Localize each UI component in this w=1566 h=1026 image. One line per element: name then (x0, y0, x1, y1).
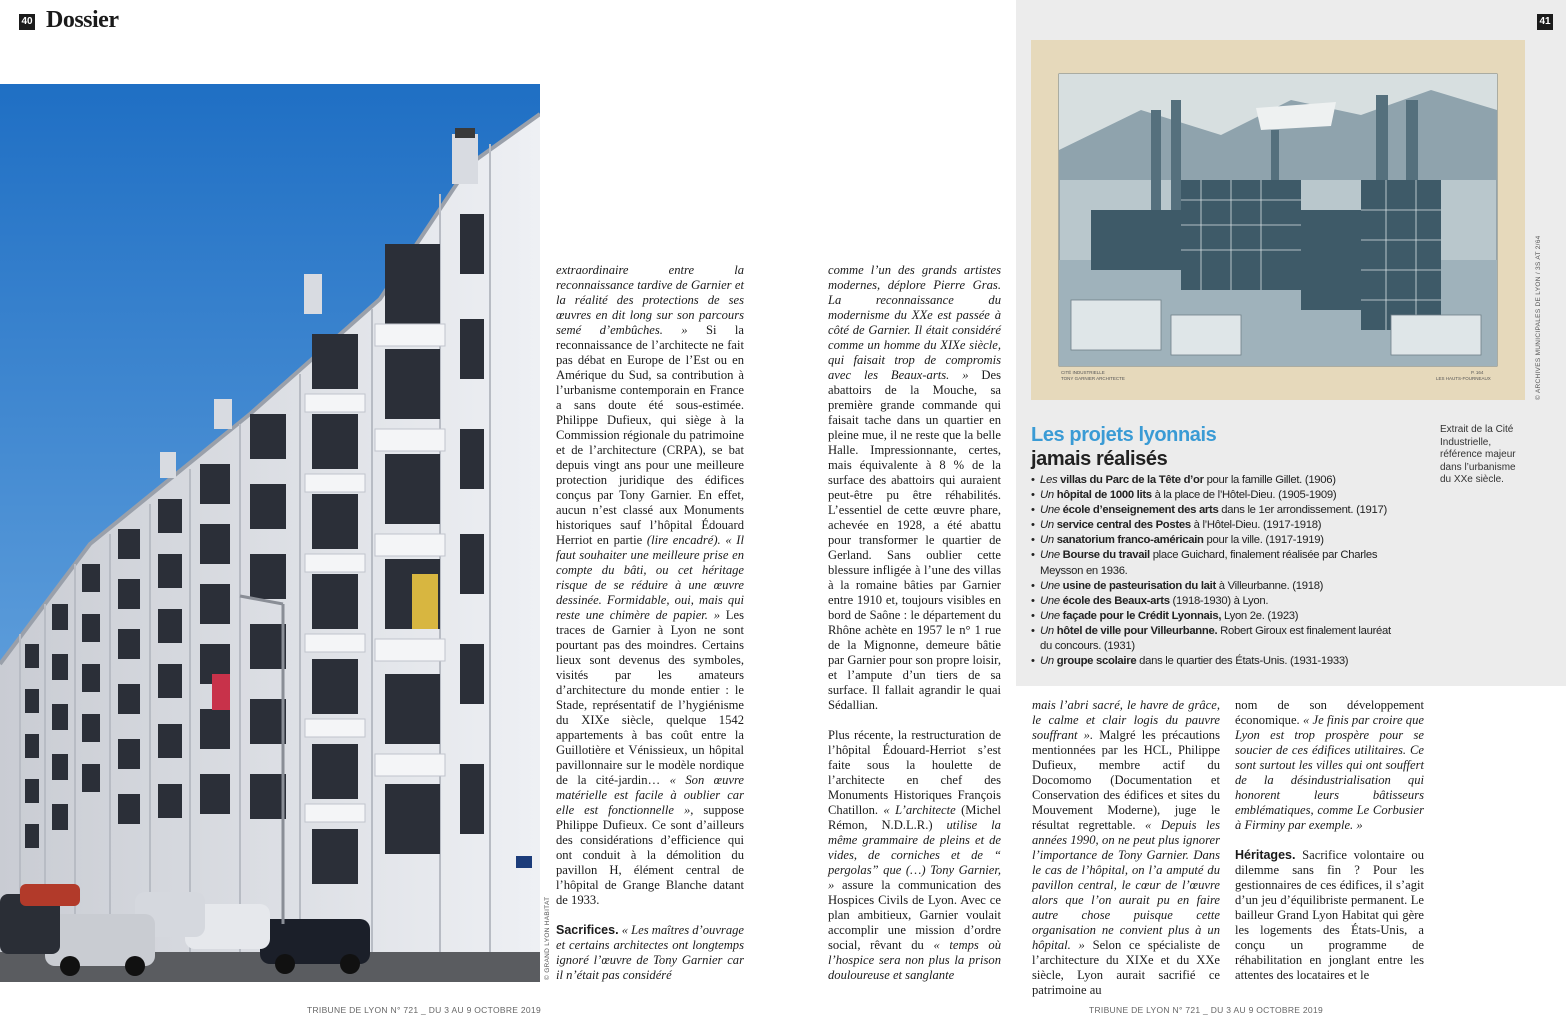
paragraph (1235, 698, 1424, 833)
quote-text: « Les maîtres d’ouvrage et certains architectes ont longtemps ignoré l’œuvre de Tony Garnier car il n’était pas considéré (556, 923, 745, 982)
section-lead: Héritages. (1235, 848, 1296, 862)
quote-text: (lire encadré). « Il faut souhaiter une meilleure prise en compte du bâti, ou cet héritage risque de se réduire à une œuvre dessinée. Formidable, oui, mais qui reste une chimère de papier. » (556, 533, 744, 622)
project-name: Bourse du travail (1062, 549, 1150, 562)
box-title-line-2: jamais réalisés (1031, 448, 1168, 470)
body-text: , suppose Philippe Dufieux. Ce sont d’ailleurs des considérations d’efficience qui ont conduit à la démolition du pavillon H, élément central de l’hôpital de Grange Blanche datant de 1933. (556, 803, 744, 907)
project-name: hôtel de ville pour Villeurbanne. (1056, 624, 1218, 637)
article-column-3 (1032, 698, 1220, 998)
plate-number: P. 164 (1471, 370, 1484, 375)
body-text: Selon ce spécialiste de l’architecture du XIXe et du XXe siècle, Lyon aurait sacrifié ce patrimoine au (1032, 938, 1220, 997)
photo-credit: © GRAND LYON HABITAT (544, 896, 551, 980)
image-caption: Extrait de la Cité Industrielle, référence majeur dans l’urbanisme du XXe siècle. (1440, 424, 1516, 485)
project-name: école des Beaux-arts (1062, 594, 1170, 607)
project-item (1031, 594, 1401, 609)
project-item (1031, 548, 1401, 578)
body-text: Sacrifice volontaire ou dilemme sans fin ? Pour les gestionnaires de ces édifices, il s’agit d’un jeu d’équilibriste permanent. Le bailleur Grand Lyon Habitat qui gère les logements des États-Unis, a conçu un programme de réhabilitation en jonglant entre les attentes des locataires et le (1235, 848, 1424, 982)
body-text: assure la communication des Hospices Civils de Lyon. Avec ce plan ambitieux, Garnier voulait accomplir une mission d’ordre social, rêvant du (828, 878, 1001, 952)
project-item (1031, 488, 1401, 503)
plate-label-right: LES HAUTS-FOURNEAUX (1436, 376, 1491, 381)
project-prefix: Un (1040, 655, 1057, 668)
paragraph (1235, 848, 1424, 983)
quote-text: « temps où l’hospice sera non plus la prison douloureuse et sanglante (828, 938, 1001, 982)
project-detail: à Villeurbanne. (1918) (1215, 579, 1324, 592)
body-text: nom de son développement économique. (1235, 698, 1424, 727)
body-text: Plus récente, la restructuration de l’hôpital Édouard-Herriot s’est faite sous la houlette de l’architecte en chef des Monuments Historiques François Chatillon. (828, 728, 1001, 817)
body-text: Les traces de Garnier à Lyon ne sont pourtant pas des moindres. Certains lieux sont devenus des symboles, visités par les amateurs d’architecture du monde entier : le Stade, représentatif de l’hygiénisme du XIXe siècle, quelque 1542 appartements à bas coût entre la Guillotière et Vénissieux, un hôpital pavillonnaire sur le modèle nordique de la cité-jardin… (556, 608, 744, 787)
project-detail: place Guichard, finalement réalisée par Charles Meysson en 1936. (1040, 549, 1378, 577)
project-item (1031, 503, 1401, 518)
cite-industrielle-engraving (1031, 40, 1525, 400)
quote-text: « L’architecte (883, 803, 962, 817)
body-text: Malgré les précautions mentionnées par les HCL, Philippe Dufieux, membre actif du Docomomo (Documentation et Conservation des édifices et sites du Mouvement Moderne), juge le résultat regrettable. (1032, 728, 1220, 832)
article-column-4 (1235, 698, 1424, 983)
project-detail: pour la ville. (1917-1919) (1203, 534, 1324, 547)
project-item (1031, 624, 1401, 654)
project-detail: dans le quartier des États-Unis. (1931-1933) (1136, 655, 1349, 668)
plate-label-left-2: TONY GARNIER ARCHITECTE (1061, 376, 1125, 381)
project-detail: dans le 1er arrondissement. (1917) (1218, 504, 1387, 517)
project-prefix: Un (1040, 534, 1057, 547)
article-column-1 (556, 263, 744, 983)
right-page-number: 41 (1537, 14, 1553, 30)
paragraph (556, 923, 744, 983)
project-detail: (1918-1930) à Lyon. (1169, 594, 1269, 607)
paragraph (556, 263, 744, 908)
quote-text: « Je finis par croire que Lyon est trop prospère pour se soucier de ces édifices utilitaires. Ce sont surtout les villes qui ont souffert de la désindustrialisation qui honorent leurs bâtisseurs emblématiques, comme Le Corbusier à Firminy par exemple. » (1235, 713, 1424, 832)
project-item (1031, 609, 1401, 624)
project-detail: pour la famille Gillet. (1906) (1203, 474, 1336, 486)
project-prefix: Les (1040, 474, 1061, 486)
project-prefix: Une (1040, 579, 1063, 592)
project-prefix: Un (1040, 489, 1057, 502)
project-item (1031, 654, 1401, 669)
quote-text: « Son œuvre matérielle est facile à oublier car elle est fonctionnelle » (556, 773, 744, 817)
project-name: façade pour le Crédit Lyonnais, (1062, 609, 1222, 622)
quote-text: utilise la même grammaire de pleins et de vides, de corniches et de “ pergolas” que (…) Tony Garnier, » (828, 818, 1001, 892)
quote-text: mais l’abri sacré, le havre de grâce, le calme et clair logis du pauvre souffrant ». (1032, 698, 1220, 742)
project-name: école d’enseignement des arts (1062, 504, 1219, 517)
paragraph (1032, 698, 1220, 998)
footer-left: TRIBUNE DE LYON N° 721 _ DU 3 AU 9 OCTOBRE 2019 (307, 1005, 542, 1015)
project-item (1031, 533, 1401, 548)
project-prefix: Une (1040, 594, 1063, 607)
rubric-title: Dossier (46, 7, 119, 33)
project-item (1031, 579, 1401, 594)
project-name: groupe scolaire (1056, 655, 1137, 668)
plate-label-left: CITÉ INDUSTRIELLE (1061, 370, 1105, 375)
paragraph (828, 263, 1001, 713)
body-text: Des abattoirs de la Mouche, sa première grande commande qui faisait tache dans un quartier en pleine mue, il ne reste que la belle Halle. Impressionnante, certes, mais équivalente à 8 % de la surface des abattoirs qui auraient peut-être pu être réhabilités. L’essentiel de cette œuvre phare, achevée en 1928, a été abattu pour transformer le quartier de Gerland. Sans oublier cette blessure infligée à l’une des villas à la romaine bâties par Garnier entre 1910 et, toujours visibles en bord de Saône : le département du Rhône achète en 1957 le n° 1 rue de la Mignonne, demeure bâtie par Garnier pour son propre loisir, et l’ampute d’un tiers de sa surface. Il fallait agrandir le quai Sédallian. (828, 368, 1001, 712)
unrealized-projects-list (1031, 473, 1401, 669)
left-page-number: 40 (19, 14, 35, 30)
project-name: hôpital de 1000 lits (1056, 489, 1152, 502)
project-name: service central des Postes (1056, 519, 1191, 532)
hlm-building-photo (0, 84, 540, 982)
project-detail: Lyon 2e. (1923) (1221, 609, 1299, 622)
project-prefix: Un (1040, 519, 1057, 532)
project-detail: Robert Giroux est finalement lauréat du concours. (1931) (1040, 624, 1391, 653)
article-column-2 (828, 263, 1001, 983)
project-prefix: Une (1040, 504, 1063, 517)
project-item (1031, 473, 1401, 488)
quote-text: comme l’un des grands artistes modernes, déplore Pierre Gras. La reconnaissance du modernisme du XXe est passée à côté de Garnier. Il était considéré comme un homme du XIXe siècle, qui faisait trop de compromis avec les Beaux-arts. » (828, 263, 1001, 382)
footer-right: TRIBUNE DE LYON N° 721 _ DU 3 AU 9 OCTOBRE 2019 (1089, 1005, 1324, 1015)
engraving-credit: © ARCHIVES MUNICIPALES DE LYON / 3S AT 2/64 (1535, 235, 1542, 400)
body-text: Si la reconnaissance de l’architecte ne fait pas débat en Europe de l’Est ou en Amérique du Sud, sa contribution à l’urbanisme contemporain en France a sans doute été sous-estimée. Philippe Dufieux, qui siège à la Commission régionale du patrimoine et de l’architecture (CRPA), se bat depuis vingt ans pour une meilleure protection juridique des édifices conçus par Tony Garnier. En effet, aucun n’est classé aux Monuments historiques sauf l’hôpital Édouard Herriot en partie (556, 323, 744, 547)
body-text: (Michel Rémon, N.D.L.R.) (828, 803, 1001, 832)
project-item (1031, 518, 1401, 533)
project-name: sanatorium franco-américain (1056, 534, 1204, 547)
quote-text: « Depuis les années 1990, on ne peut plus ignorer l’importance de Tony Garnier. Dans le cas de l’hôpital, on l’a amputé du pavillon central, le cœur de l’œuvre alors que l’on aurait pu en faire autre chose puisque cette organisation ne convient plus à un hôpital. » (1032, 818, 1220, 952)
section-lead: Sacrifices. (556, 923, 619, 937)
project-detail: à l’Hôtel-Dieu. (1917-1918) (1190, 519, 1322, 532)
project-prefix: Un (1040, 624, 1057, 637)
quote-text: extraordinaire entre la reconnaissance tardive de Garnier et la réalité des protections de ses œuvres en dit long sur son parcours semé d’embûches. » (556, 263, 744, 337)
project-name: villas du Parc de la Tête d’or (1060, 474, 1204, 486)
box-title-line-1: Les projets lyonnais (1031, 424, 1217, 446)
paragraph (828, 728, 1001, 983)
project-name: usine de pasteurisation du lait (1062, 579, 1216, 592)
project-prefix: Une (1040, 549, 1063, 562)
project-detail: à la place de l’Hôtel-Dieu. (1905-1909) (1151, 489, 1337, 502)
project-prefix: Une (1040, 609, 1063, 622)
